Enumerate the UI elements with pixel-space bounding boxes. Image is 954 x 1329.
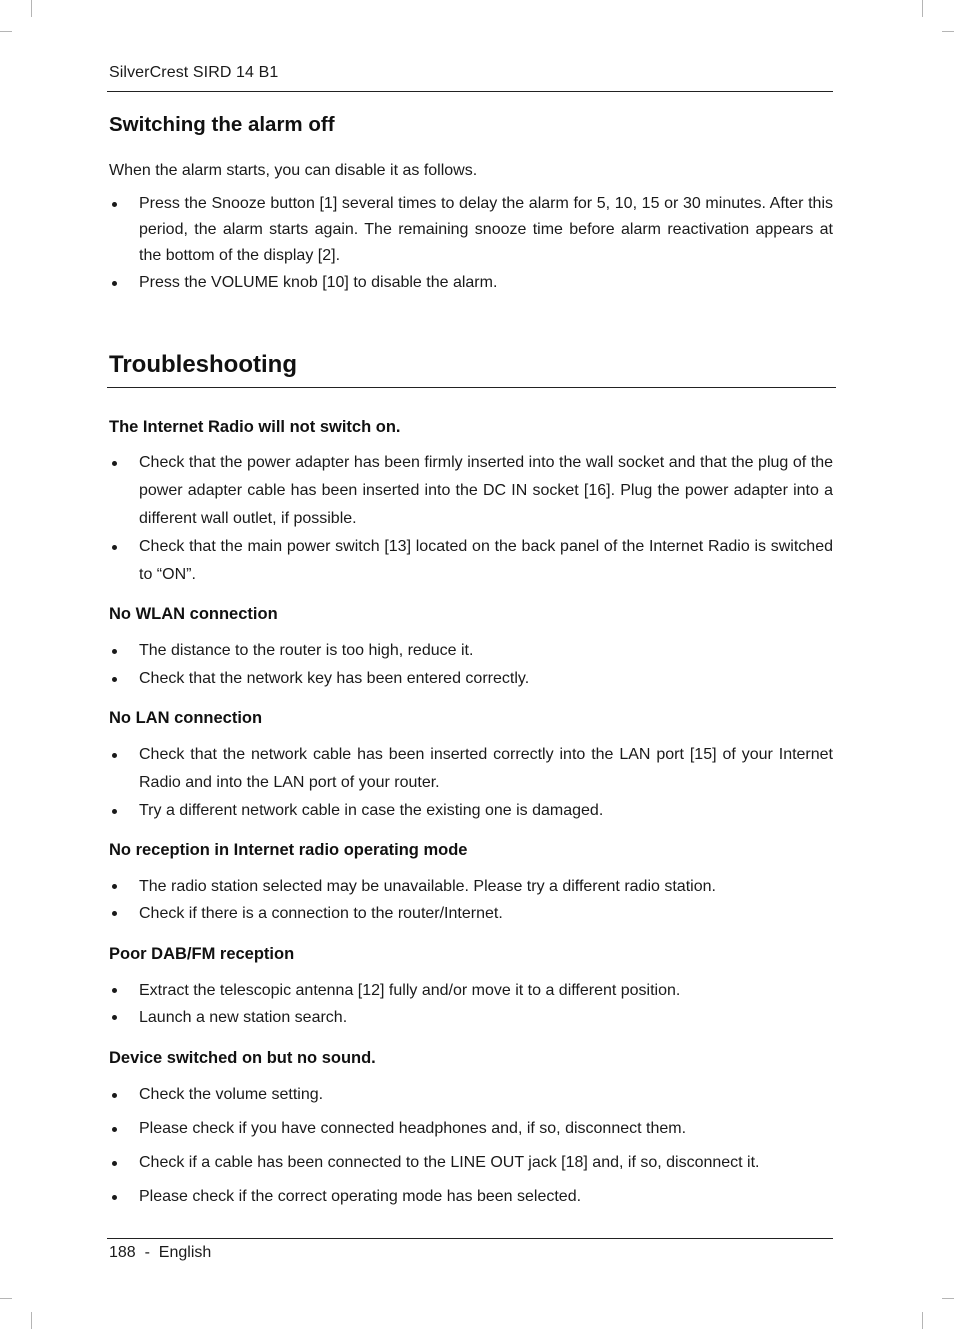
section-heading-alarm: Switching the alarm off bbox=[109, 113, 335, 136]
crop-mark bbox=[942, 1298, 954, 1299]
crop-mark bbox=[0, 1298, 12, 1299]
list-item: The distance to the router is too high, reduce it. bbox=[109, 637, 833, 665]
section-heading-troubleshooting: Troubleshooting bbox=[109, 351, 297, 378]
troubleshooting-rule bbox=[107, 387, 836, 388]
list-item: Please check if the correct operating mode has been selected. bbox=[109, 1187, 833, 1207]
issue-list bbox=[109, 741, 833, 825]
crop-mark bbox=[0, 31, 12, 32]
list-item: Check that the network key has been entered correctly. bbox=[109, 665, 833, 693]
issue-title: Poor DAB/FM reception bbox=[109, 945, 295, 963]
list-item: Check that the network cable has been inserted correctly into the LAN port [15] of your Internet Radio and into the LAN port of your router. bbox=[109, 741, 833, 797]
running-header: SilverCrest SIRD 14 B1 bbox=[109, 64, 279, 81]
issue-title: No WLAN connection bbox=[109, 605, 278, 623]
list-item: Press the Snooze button [1] several times to delay the alarm for 5, 10, 15 or 30 minutes. After this period, the alarm starts again. The remaining snooze time before alarm reactivation appears at the bottom of the display [2]. bbox=[109, 191, 833, 269]
list-item: Check that the power adapter has been firmly inserted into the wall socket and that the plug of the power adapter cable has been inserted into the DC IN socket [16]. Plug the power adapter into a different wall outlet, if possible. bbox=[109, 449, 833, 533]
issue-title: No reception in Internet radio operating mode bbox=[109, 841, 468, 859]
crop-mark bbox=[942, 31, 954, 32]
crop-mark bbox=[922, 0, 923, 17]
crop-mark bbox=[31, 1312, 32, 1329]
issue-list bbox=[109, 977, 833, 1031]
issue-list bbox=[109, 873, 833, 927]
list-item: Press the VOLUME knob [10] to disable the alarm. bbox=[109, 270, 833, 296]
list-item: Check the volume setting. bbox=[109, 1085, 833, 1105]
list-item: Check that the main power switch [13] located on the back panel of the Internet Radio is switched to “ON”. bbox=[109, 533, 833, 589]
list-item: Check if there is a connection to the router/Internet. bbox=[109, 900, 833, 927]
page-footer: 188 - English bbox=[109, 1244, 212, 1261]
alarm-list bbox=[109, 191, 833, 297]
list-item: Check if a cable has been connected to the LINE OUT jack [18] and, if so, disconnect it. bbox=[109, 1153, 833, 1173]
list-item: Please check if you have connected headphones and, if so, disconnect them. bbox=[109, 1119, 833, 1139]
crop-mark bbox=[922, 1312, 923, 1329]
list-item: Try a different network cable in case the existing one is damaged. bbox=[109, 797, 833, 825]
list-item: The radio station selected may be unavailable. Please try a different radio station. bbox=[109, 873, 833, 900]
crop-mark bbox=[31, 0, 32, 17]
issue-list bbox=[109, 1085, 833, 1221]
footer-rule bbox=[107, 1238, 833, 1239]
header-rule bbox=[107, 91, 833, 92]
list-item: Extract the telescopic antenna [12] fully and/or move it to a different position. bbox=[109, 977, 833, 1004]
issue-list bbox=[109, 449, 833, 589]
list-item: Launch a new station search. bbox=[109, 1004, 833, 1031]
alarm-intro: When the alarm starts, you can disable it as follows. bbox=[109, 162, 478, 179]
issue-title: No LAN connection bbox=[109, 709, 263, 727]
issue-list bbox=[109, 637, 833, 693]
issue-title: The Internet Radio will not switch on. bbox=[109, 418, 401, 436]
issue-title: Device switched on but no sound. bbox=[109, 1049, 376, 1067]
